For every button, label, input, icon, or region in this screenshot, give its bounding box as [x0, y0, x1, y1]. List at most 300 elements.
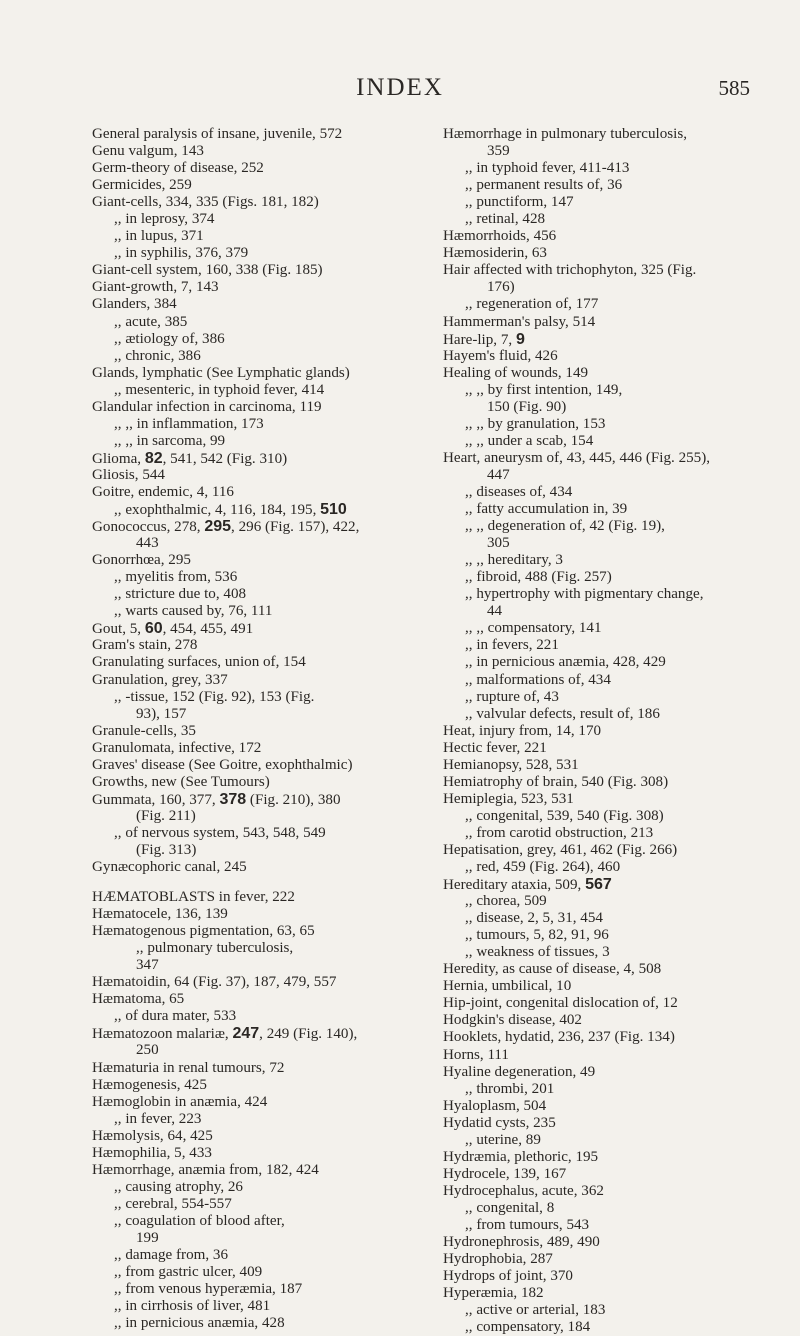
index-entry-text: 176) [487, 279, 515, 296]
index-entry [92, 177, 437, 194]
index-entry-text: Hydrocephalus, acute, 362 [443, 1182, 604, 1199]
index-entry [443, 1234, 788, 1251]
index-entry [443, 1029, 788, 1046]
index-entry-text: ,, pulmonary tuberculosis, [136, 940, 294, 957]
index-entry-text: Germicides, 259 [92, 177, 192, 194]
index-entry-text: ,, fatty accumulation in, 39 [465, 501, 628, 518]
index-entry-text: Hæmatoma, 65 [92, 991, 185, 1008]
index-entry-text: Gliosis, 544 [92, 466, 165, 483]
index-entry-text: ,, cerebral, 554-557 [114, 1195, 232, 1212]
index-entry-text: 44 [487, 603, 503, 620]
index-entry [92, 654, 437, 671]
index-entry-text: ,, retinal, 428 [465, 211, 546, 228]
index-entry-text: ,, from gastric ulcer, 409 [114, 1264, 263, 1281]
index-entry-text: ,, punctiform, 147 [465, 194, 574, 211]
index-entry [443, 365, 788, 382]
index-entry [92, 774, 437, 791]
index-entry-text: Hemianopsy, 528, 531 [443, 756, 579, 773]
index-entry [92, 1281, 437, 1298]
index-entry-bold-page: 567 [585, 876, 612, 894]
index-entry-text: ,, congenital, 539, 540 (Fig. 308) [465, 807, 664, 824]
index-entry-text: ,, regeneration of, 177 [465, 296, 599, 313]
index-entry [443, 944, 788, 961]
index-entry-text: ,, stricture due to, 408 [114, 586, 247, 603]
index-entry [443, 1200, 788, 1217]
index-entry-text: Giant-cell system, 160, 338 (Fig. 185) [92, 262, 323, 279]
index-entry-text: ,, in fevers, 221 [465, 637, 559, 654]
index-entry-text: Hydatid cysts, 235 [443, 1114, 556, 1131]
index-entry-text: Hernia, umbilical, 10 [443, 978, 572, 995]
index-entry-text: Gram's stain, 278 [92, 637, 198, 654]
index-entry [92, 1111, 437, 1128]
index-entry-text: ,, diseases of, 434 [465, 483, 573, 500]
index-entry-text: (Fig. 313) [136, 841, 197, 858]
index-entry [92, 245, 437, 262]
index-entry [92, 923, 437, 940]
index-entry [92, 296, 437, 313]
index-entry [443, 450, 788, 467]
index-entry [443, 1081, 788, 1098]
index-entry-text: ,, ,, in inflammation, 173 [114, 415, 264, 432]
index-entry-text: ,, ,, compensatory, 141 [465, 620, 602, 637]
index-entry [92, 723, 437, 740]
index-entry [443, 160, 788, 177]
index-entry [443, 211, 788, 228]
index-entry-text: Hæmatoidin, 64 (Fig. 37), 187, 479, 557 [92, 974, 337, 991]
index-column-left [92, 126, 437, 1332]
index-entry [92, 569, 437, 586]
index-entry [92, 974, 437, 991]
index-entry-text: Hydrophobia, 287 [443, 1251, 553, 1268]
index-entry-text: ,, ,, by granulation, 153 [465, 415, 606, 432]
index-entry [443, 1149, 788, 1166]
index-entry-text: ,, from carotid obstruction, 213 [465, 824, 654, 841]
index-entry-text: ,, active or arterial, 183 [465, 1302, 606, 1319]
index-entry-text: ,, ætiology of, 386 [114, 330, 225, 347]
index-entry [92, 518, 437, 535]
index-entry [92, 1060, 437, 1077]
index-entry [443, 586, 788, 603]
index-entry [443, 331, 788, 348]
index-entry-text: 443 [136, 535, 159, 552]
index-entry-text: ,, chorea, 509 [465, 893, 547, 910]
index-entry-bold-page: 378 [219, 790, 247, 808]
index-entry [443, 1302, 788, 1319]
index-entry-text: Hæmophilia, 5, 433 [92, 1144, 212, 1161]
index-entry-bold-page: 247 [232, 1025, 260, 1043]
index-entry-bold-page: 60 [144, 620, 163, 638]
index-entry-text: Hayem's fluid, 426 [443, 347, 558, 364]
index-entry [443, 484, 788, 501]
index-entry-text: Hydræmia, plethoric, 195 [443, 1148, 599, 1165]
index-entry-text: Hydrocele, 139, 167 [443, 1165, 567, 1182]
index-entry-text: Hooklets, hydatid, 236, 237 (Fig. 134) [443, 1029, 675, 1046]
index-entry-text: ,, ,, hereditary, 3 [465, 552, 563, 569]
index-entry-text: 359 [487, 143, 510, 160]
index-entry [443, 467, 788, 484]
index-entry [92, 1298, 437, 1315]
index-entry-bold-page: 510 [320, 501, 347, 519]
index-entry [443, 126, 788, 143]
index-entry [443, 740, 788, 757]
index-entry [443, 279, 788, 296]
index-entry [92, 348, 437, 365]
index-entry-text: Hodgkin's disease, 402 [443, 1012, 582, 1029]
index-entry-text: ,, in syphilis, 376, 379 [114, 245, 249, 262]
index-entry-text: Hip-joint, congenital dislocation of, 12 [443, 995, 678, 1012]
index-entry [92, 991, 437, 1008]
index-entry [92, 1230, 437, 1247]
index-entry-text: Glanders, 384 [92, 296, 177, 313]
index-entry [443, 1183, 788, 1200]
index-entry-text: ,, congenital, 8 [465, 1199, 555, 1216]
index-entry [92, 842, 437, 859]
index-entry [92, 1213, 437, 1230]
index-entry [443, 961, 788, 978]
index-entry-text: Hemiatrophy of brain, 540 (Fig. 308) [443, 773, 669, 790]
index-entry [443, 1115, 788, 1132]
index-entry [443, 978, 788, 995]
index-entry-text: 447 [487, 466, 510, 483]
index-entry [92, 706, 437, 723]
index-entry [443, 177, 788, 194]
index-entry [92, 416, 437, 433]
index-entry [443, 1268, 788, 1285]
index-entry [92, 757, 437, 774]
index-entry-text: ,, in pernicious anæmia, 428, 429 [465, 654, 666, 671]
index-entry [92, 331, 437, 348]
index-entry-text: ,, chronic, 386 [114, 347, 201, 364]
index-entry [92, 889, 437, 906]
index-entry-text: Gonococcus, 278, [92, 519, 205, 536]
index-entry-text: Graves' disease (See Goitre, exophthalmic) [92, 756, 353, 773]
index-entry-text: Hemiplegia, 523, 531 [443, 790, 574, 807]
index-entry-text: Glands, lymphatic (See Lymphatic glands) [92, 364, 350, 381]
index-entry-text: ,, in lupus, 371 [114, 228, 204, 245]
index-entry [443, 995, 788, 1012]
page-header [0, 74, 800, 114]
index-entry-text: ,, hypertrophy with pigmentary change, [465, 586, 704, 603]
index-entry [443, 620, 788, 637]
index-entry-text: ,, malformations of, 434 [465, 671, 611, 688]
index-entry [92, 740, 437, 757]
index-entry [92, 314, 437, 331]
index-entry-text: Hæmatozoon malariæ, [92, 1026, 233, 1043]
index-entry-text: Horns, 111 [443, 1046, 509, 1063]
index-entry [443, 689, 788, 706]
index-entry-text: 305 [487, 535, 510, 552]
index-entry [443, 672, 788, 689]
index-entry [92, 126, 437, 143]
index-entry [92, 399, 437, 416]
index-entry-text: ,, of dura mater, 533 [114, 1008, 237, 1025]
index-entry-text: ,, coagulation of blood after, [114, 1212, 285, 1229]
index-entry [443, 825, 788, 842]
index-entry [92, 160, 437, 177]
index-entry [443, 603, 788, 620]
index-entry [92, 552, 437, 569]
index-entry-text: Hyperæmia, 182 [443, 1285, 544, 1302]
index-entry [92, 1179, 437, 1196]
index-entry-text: Hydronephrosis, 489, 490 [443, 1234, 600, 1251]
index-entry [443, 143, 788, 160]
index-entry-text: Heat, injury from, 14, 170 [443, 722, 602, 739]
index-entry [92, 365, 437, 382]
index-entry [443, 382, 788, 399]
index-entry-text: Granulation, grey, 337 [92, 671, 228, 688]
index-entry [443, 859, 788, 876]
index-entry-text: ,, in pernicious anæmia, 428 [114, 1315, 285, 1332]
index-entry-text: Genu valgum, 143 [92, 143, 204, 160]
index-entry-text: Hyaloplasm, 504 [443, 1097, 547, 1114]
index-entry-text: ,, ,, degeneration of, 42 (Fig. 19), [465, 518, 665, 535]
index-entry-text: Hæmosiderin, 63 [443, 245, 547, 262]
index-entry-text-tail: , 296 (Fig. 157), 422, [231, 519, 360, 536]
index-entry [443, 228, 788, 245]
index-entry [443, 637, 788, 654]
index-entry [443, 723, 788, 740]
index-entry [92, 484, 437, 501]
index-entry [443, 757, 788, 774]
index-entry-text: Glioma, [92, 450, 145, 467]
index-entry [443, 1319, 788, 1336]
index-entry [443, 433, 788, 450]
index-entry-text: Hæmogenesis, 425 [92, 1076, 207, 1093]
index-entry-text: ,, in leprosy, 374 [114, 211, 215, 228]
index-entry-text: 93), 157 [136, 705, 187, 722]
index-entry [92, 1145, 437, 1162]
index-entry [443, 348, 788, 365]
index-entry-text: Granulating surfaces, union of, 154 [92, 654, 306, 671]
index-entry-text: Gonorrhœa, 295 [92, 552, 191, 569]
index-entry-text-tail: (Fig. 210), 380 [246, 791, 341, 808]
index-entry [443, 569, 788, 586]
index-entry-text: Hæmolysis, 64, 425 [92, 1127, 213, 1144]
index-entry-text: ,, warts caused by, 76, 111 [114, 603, 273, 620]
index-entry-text: 199 [136, 1230, 159, 1246]
index-entry-text: 150 (Fig. 90) [487, 398, 567, 415]
index-entry [92, 808, 437, 825]
index-entry [92, 1077, 437, 1094]
index-entry-text: Growths, new (See Tumours) [92, 773, 270, 790]
index-entry-text: Germ-theory of disease, 252 [92, 160, 264, 177]
index-entry-text: Hepatisation, grey, 461, 462 (Fig. 266) [443, 841, 678, 858]
index-entry [443, 910, 788, 927]
index-entry-text: Hæmatogenous pigmentation, 63, 65 [92, 923, 315, 940]
index-entry-text: ,, thrombi, 201 [465, 1080, 555, 1097]
index-entry-bold-page: 295 [204, 518, 232, 536]
index-entry [92, 586, 437, 603]
index-entry-text: ,, permanent results of, 36 [465, 177, 623, 194]
index-entry [92, 1008, 437, 1025]
index-entry [92, 211, 437, 228]
index-entry-text: Gummata, 160, 377, [92, 791, 220, 808]
index-entry-text: Hæmorrhage, anæmia from, 182, 424 [92, 1161, 319, 1178]
index-entry-text: 347 [136, 957, 159, 974]
index-entry-text: ,, valvular defects, result of, 186 [465, 705, 660, 722]
index-entry [92, 689, 437, 706]
index-entry-text: ,, mesenteric, in typhoid fever, 414 [114, 381, 325, 398]
index-entry-text: ,, -tissue, 152 (Fig. 92), 153 (Fig. [114, 688, 315, 705]
index-entry-text: ,, from venous hyperæmia, 187 [114, 1281, 303, 1298]
index-entry [92, 672, 437, 689]
index-entry-text-tail: , 454, 455, 491 [162, 621, 254, 638]
index-entry [92, 620, 437, 637]
index-entry-text: HÆMATOBLASTS in fever, 222 [92, 889, 295, 906]
index-entry [92, 501, 437, 518]
index-entry [443, 296, 788, 313]
index-entry [443, 416, 788, 433]
index-entry [443, 1047, 788, 1064]
index-entry-text-tail: , 541, 542 (Fig. 310) [162, 450, 288, 467]
index-entry-text: ,, causing atrophy, 26 [114, 1178, 243, 1195]
index-entry [443, 314, 788, 331]
index-entry [92, 535, 437, 552]
index-entry [92, 859, 437, 876]
index-entry [443, 893, 788, 910]
index-entry-text: ,, damage from, 36 [114, 1247, 229, 1264]
index-entry [443, 774, 788, 791]
index-entry [92, 143, 437, 160]
index-entry [92, 1264, 437, 1281]
index-entry-text: ,, weakness of tissues, 3 [465, 944, 610, 961]
index-entry [92, 433, 437, 450]
index-column-right [443, 126, 788, 1336]
index-entry [443, 399, 788, 416]
index-entry-text: Gout, 5, [92, 621, 145, 638]
index-entry [443, 791, 788, 808]
index-entry [92, 262, 437, 279]
index-entry-text: Gynæcophoric canal, 245 [92, 859, 247, 876]
index-entry-text: General paralysis of insane, juvenile, 572 [92, 126, 343, 142]
index-entry [92, 1042, 437, 1059]
index-entry-text: Hydrops of joint, 370 [443, 1268, 573, 1285]
index-entry-text: Hæmoglobin in anæmia, 424 [92, 1093, 268, 1110]
index-entry-text: ,, exophthalmic, 4, 116, 184, 195, [114, 502, 321, 519]
index-entry [92, 940, 437, 957]
index-entry-text: ,, ,, in sarcoma, 99 [114, 432, 226, 449]
index-entry [92, 194, 437, 211]
index-entry-text: ,, red, 459 (Fig. 264), 460 [465, 859, 621, 876]
index-entry-text: ,, ,, by first intention, 149, [465, 381, 623, 398]
index-entry [92, 603, 437, 620]
index-entry [443, 262, 788, 279]
index-entry [443, 927, 788, 944]
index-entry-text: Granulomata, infective, 172 [92, 739, 262, 756]
page-number: 585 [718, 76, 750, 100]
index-entry-text: ,, myelitis from, 536 [114, 569, 238, 586]
index-entry-text: Hæmaturia in renal tumours, 72 [92, 1059, 285, 1076]
index-entry [443, 876, 788, 893]
index-entry-text: Giant-cells, 334, 335 (Figs. 181, 182) [92, 194, 319, 211]
index-entry [92, 467, 437, 484]
index-entry-text: ,, disease, 2, 5, 31, 454 [465, 910, 603, 927]
index-entry [92, 279, 437, 296]
index-entry [92, 637, 437, 654]
index-entry-text: ,, in cirrhosis of liver, 481 [114, 1298, 271, 1315]
index-entry-bold-page: 9 [515, 330, 525, 348]
index-entry [443, 808, 788, 825]
index-entry-text: Giant-growth, 7, 143 [92, 279, 219, 296]
index-entry-text: Heart, aneurysm of, 43, 445, 446 (Fig. 255), [443, 449, 711, 466]
page-title: INDEX [356, 74, 444, 101]
index-entry-text: ,, uterine, 89 [465, 1131, 541, 1148]
index-entry-text: Granule-cells, 35 [92, 722, 196, 739]
index-entry-text: Hyaline degeneration, 49 [443, 1063, 596, 1080]
index-entry [443, 1098, 788, 1115]
index-entry [443, 842, 788, 859]
index-entry-text: ,, of nervous system, 543, 548, 549 [114, 824, 326, 841]
index-entry [443, 518, 788, 535]
index-entry [92, 1094, 437, 1111]
index-entry [443, 1285, 788, 1302]
index-entry-text: ,, in fever, 223 [114, 1110, 202, 1127]
index-entry [92, 957, 437, 974]
index-entry [443, 1251, 788, 1268]
index-entry [443, 1012, 788, 1029]
index-entry-text: Hammerman's palsy, 514 [443, 313, 596, 330]
index-entry-text: ,, from tumours, 543 [465, 1217, 590, 1233]
index-entry-text: Hæmatocele, 136, 139 [92, 906, 228, 923]
index-entry-text: ,, compensatory, 184 [465, 1319, 591, 1336]
index-entry [92, 906, 437, 923]
index-entry-text: Goitre, endemic, 4, 116 [92, 483, 234, 500]
index-entry [92, 825, 437, 842]
index-entry [443, 654, 788, 671]
index-entry [443, 501, 788, 518]
index-entry [443, 535, 788, 552]
index-entry-text: ,, in typhoid fever, 411-413 [465, 160, 630, 177]
index-entry-text: 250 [136, 1042, 159, 1059]
index-entry-text: (Fig. 211) [136, 807, 196, 824]
index-entry [443, 245, 788, 262]
index-entry-text-tail: , 249 (Fig. 140), [259, 1026, 358, 1043]
index-entry-text: ,, fibroid, 488 (Fig. 257) [465, 569, 612, 586]
index-entry [443, 194, 788, 211]
index-entry-text: Hæmorrhage in pulmonary tuberculosis, [443, 126, 687, 142]
index-entry [92, 1128, 437, 1145]
index-entry-text: Hair affected with trichophyton, 325 (Fig. [443, 262, 697, 279]
index-entry [443, 1217, 788, 1234]
index-entry-text: ,, acute, 385 [114, 313, 188, 330]
index-entry [443, 1132, 788, 1149]
index-entry-text: Hare-lip, 7, [443, 331, 516, 348]
index-entry [92, 450, 437, 467]
index-entry-text: Heredity, as cause of disease, 4, 508 [443, 961, 662, 978]
index-entry-text: Healing of wounds, 149 [443, 364, 589, 381]
index-entry [92, 1247, 437, 1264]
index-entry [92, 1162, 437, 1179]
index-entry-text: Hereditary ataxia, 509, [443, 877, 586, 894]
index-entry-text: Hæmorrhoids, 456 [443, 228, 557, 245]
index-entry [92, 1196, 437, 1213]
index-entry [443, 1166, 788, 1183]
index-entry-bold-page: 82 [144, 449, 163, 467]
index-entry [92, 1315, 437, 1332]
index-entry [443, 706, 788, 723]
index-entry [92, 228, 437, 245]
index-entry [92, 791, 437, 808]
index-entry-text: ,, tumours, 5, 82, 91, 96 [465, 927, 609, 944]
index-entry-text: ,, rupture of, 43 [465, 688, 559, 705]
index-entry [443, 1064, 788, 1081]
index-entry-text: ,, ,, under a scab, 154 [465, 432, 594, 449]
index-entry-text: Glandular infection in carcinoma, 119 [92, 398, 322, 415]
index-entry [443, 552, 788, 569]
index-entry [92, 1025, 437, 1042]
index-entry [92, 382, 437, 399]
index-entry-text: Hectic fever, 221 [443, 739, 547, 756]
